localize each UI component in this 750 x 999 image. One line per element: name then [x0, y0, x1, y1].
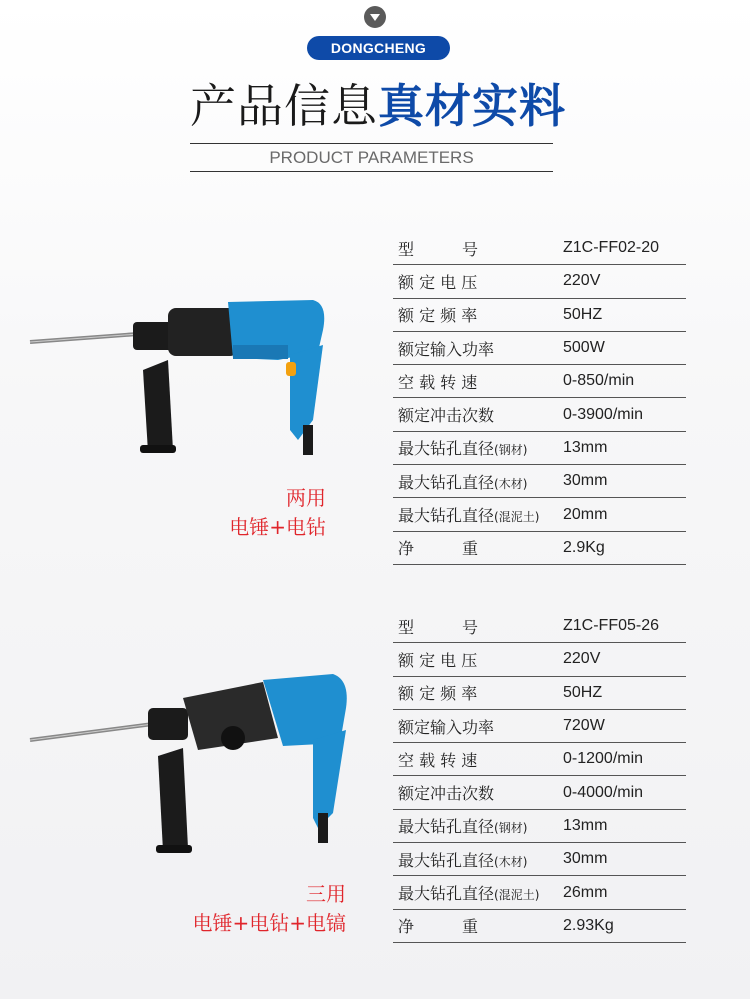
spec-label-main: 最大钻孔直径 — [398, 850, 495, 870]
caption-three-function — [150, 880, 346, 938]
spec-label: 空 载 转 速 — [398, 372, 478, 392]
title-light: 产品信息 — [190, 79, 378, 133]
spec-label: 额定输入功率 — [398, 339, 495, 359]
spec-row — [393, 743, 686, 776]
spec-label: 额定冲击次数 — [398, 406, 495, 426]
spec-value: 30mm — [563, 472, 608, 490]
page-subtitle: PRODUCT PARAMETERS — [269, 148, 474, 167]
spec-row — [393, 910, 686, 943]
spec-label-main: 最大钻孔直径 — [398, 817, 495, 837]
brand-badge: DONGCHENG — [307, 36, 450, 60]
caption-two-function — [190, 484, 326, 542]
spec-label-main: 最大钻孔直径 — [398, 439, 495, 459]
spec-row — [393, 710, 686, 743]
spec-value: 0-850/min — [563, 372, 635, 390]
spec-label-note: (钢材) — [494, 821, 528, 836]
spec-value: Z1C-FF02-20 — [563, 239, 660, 257]
spec-value: Z1C-FF05-26 — [563, 617, 660, 635]
drill-image-three-function — [28, 668, 358, 863]
caption-line-2: 电锤+电钻 — [229, 515, 326, 539]
spec-label-note: (木材) — [494, 476, 528, 491]
spec-label — [393, 470, 563, 493]
spec-value: 2.9Kg — [563, 538, 605, 556]
spec-label-note: (木材) — [494, 854, 528, 869]
spec-value: 720W — [563, 717, 605, 735]
spec-label: 型 号 — [398, 617, 479, 637]
spec-value: 26mm — [563, 883, 608, 901]
spec-row — [393, 398, 686, 431]
spec-value: 13mm — [563, 816, 608, 834]
spec-value: 50HZ — [563, 305, 603, 323]
spec-label: 净 重 — [398, 917, 479, 937]
spec-table-2 — [393, 610, 686, 943]
spec-value: 13mm — [563, 438, 608, 456]
spec-row — [393, 432, 686, 465]
spec-label-note: (混泥土) — [494, 510, 540, 525]
title-bold: 真材实料 — [378, 79, 566, 133]
spec-label-main: 最大钻孔直径 — [398, 884, 495, 904]
spec-label — [393, 503, 563, 526]
spec-row — [393, 299, 686, 332]
spec-row — [393, 365, 686, 398]
spec-value: 50HZ — [563, 683, 603, 701]
drill-image-two-function — [28, 290, 328, 460]
spec-label-note: (混泥土) — [494, 888, 540, 903]
spec-row — [393, 232, 686, 265]
spec-row — [393, 498, 686, 531]
spec-table-1 — [393, 232, 686, 565]
spec-label-note: (钢材) — [494, 443, 528, 458]
spec-label — [393, 436, 563, 459]
spec-label: 额 定 电 压 — [398, 272, 478, 292]
caption-line-2: 电锤+电钻+电镐 — [192, 911, 346, 935]
spec-value: 0-4000/min — [563, 783, 644, 801]
spec-label: 空 载 转 速 — [398, 750, 478, 770]
spec-label: 额定冲击次数 — [398, 784, 495, 804]
caption-line-1: 两用 — [286, 486, 326, 510]
spec-row — [393, 876, 686, 909]
spec-row — [393, 776, 686, 809]
spec-row — [393, 610, 686, 643]
spec-value: 0-3900/min — [563, 405, 644, 423]
spec-label — [393, 848, 563, 871]
caption-line-1: 三用 — [306, 882, 346, 906]
spec-label — [393, 814, 563, 837]
spec-label: 额定输入功率 — [398, 717, 495, 737]
spec-value: 30mm — [563, 850, 608, 868]
spec-row — [393, 677, 686, 710]
spec-label: 额 定 频 率 — [398, 684, 478, 704]
divider-bottom — [190, 171, 553, 172]
spec-value: 20mm — [563, 505, 608, 523]
spec-value: 220V — [563, 272, 601, 290]
spec-value: 220V — [563, 650, 601, 668]
spec-label-main: 最大钻孔直径 — [398, 506, 495, 526]
spec-row — [393, 332, 686, 365]
spec-row — [393, 532, 686, 565]
spec-label: 型 号 — [398, 239, 479, 259]
spec-row — [393, 643, 686, 676]
spec-value: 2.93Kg — [563, 916, 614, 934]
spec-row — [393, 265, 686, 298]
spec-label — [393, 881, 563, 904]
spec-row — [393, 843, 686, 876]
spec-label-main: 最大钻孔直径 — [398, 472, 495, 492]
spec-row — [393, 810, 686, 843]
down-arrow-icon — [364, 6, 386, 28]
spec-label: 额 定 电 压 — [398, 650, 478, 670]
spec-label: 净 重 — [398, 539, 479, 559]
divider-top — [190, 143, 553, 144]
page-title — [190, 76, 570, 136]
spec-value: 500W — [563, 339, 605, 357]
spec-value: 0-1200/min — [563, 750, 644, 768]
spec-row — [393, 465, 686, 498]
spec-label: 额 定 频 率 — [398, 306, 478, 326]
